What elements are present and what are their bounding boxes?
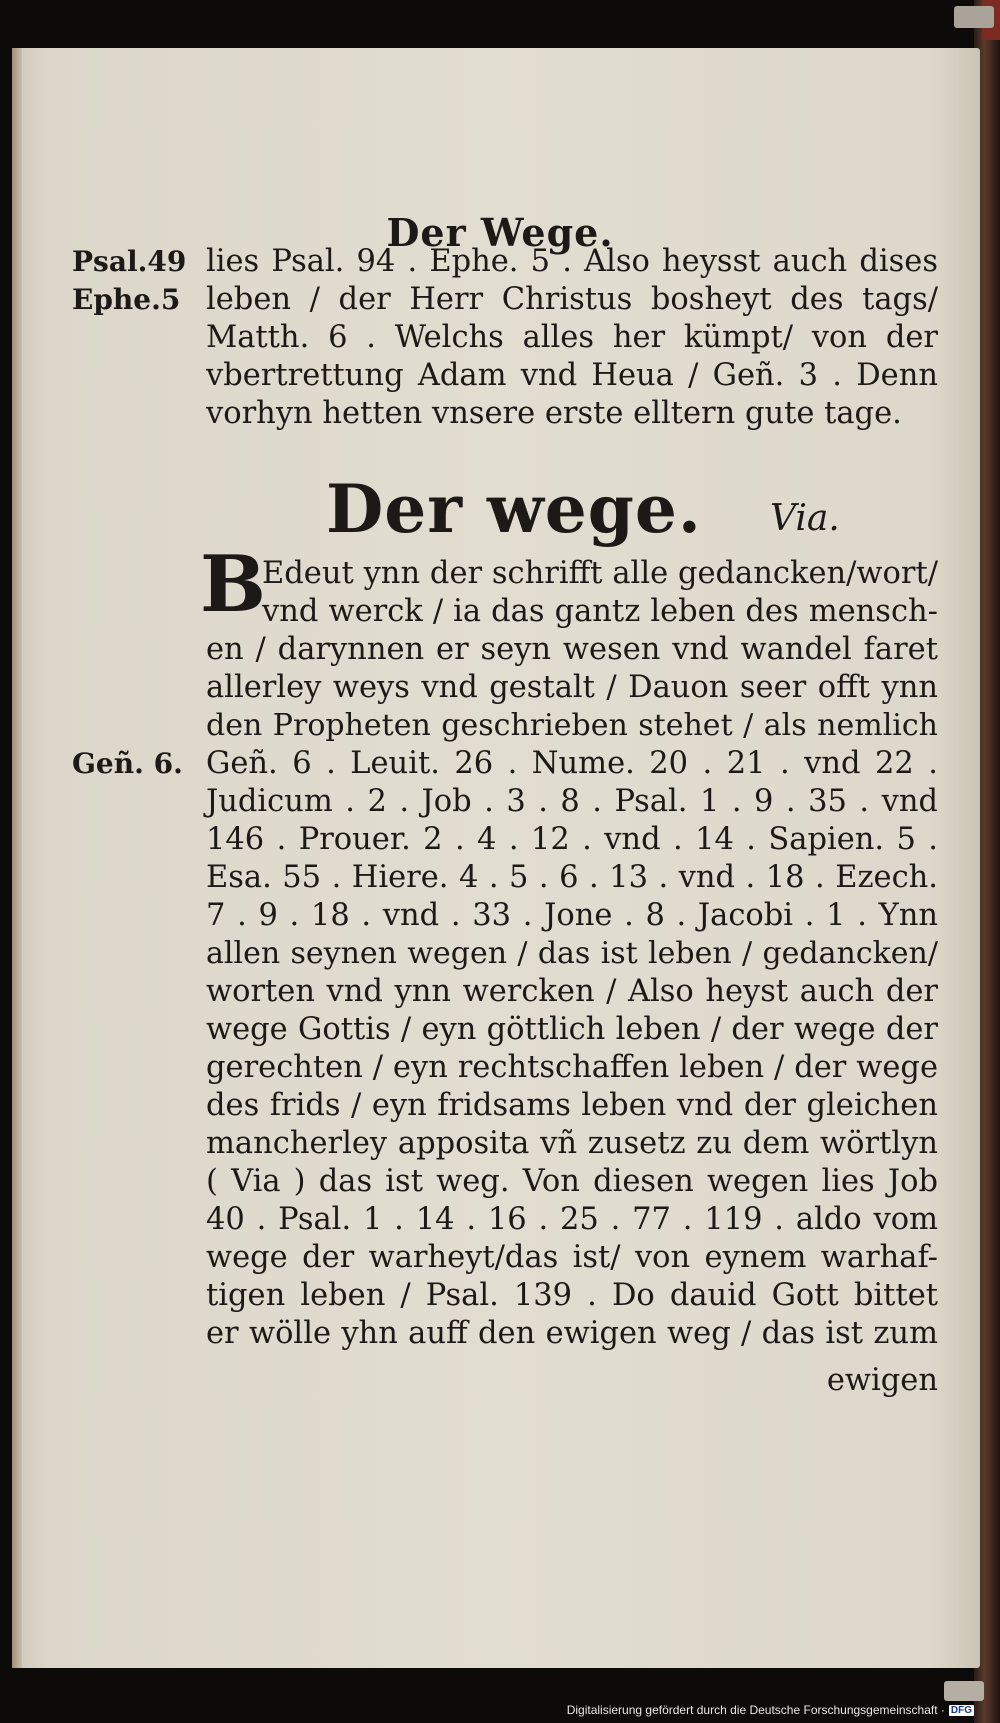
text-line: 7 . 9 . 18 . vnd . 33 . Jone . 8 . Jacobi . 1 . Ynn bbox=[206, 898, 938, 933]
text-line: wege der warheyt/das ist/ von eynem warhaf- bbox=[206, 1240, 938, 1275]
text-line: er wölle yhn auff den ewigen weg / das ist zum bbox=[206, 1316, 938, 1351]
clip-top bbox=[954, 6, 994, 28]
text-line: Edeut ynn der schrifft alle gedancken/wort/ bbox=[262, 556, 938, 591]
text-line: gerechten / eyn rechtschaffen leben / der wege bbox=[206, 1050, 938, 1085]
running-head: Der Wege. bbox=[386, 210, 614, 255]
text-line: 40 . Psal. 1 . 14 . 16 . 25 . 77 . 119 . aldo vom bbox=[206, 1202, 938, 1237]
text-line: Matth. 6 . Welchs alles her kümpt/ von der bbox=[206, 320, 938, 355]
drop-cap: B bbox=[200, 539, 266, 630]
text-line: en / darynnen er seyn wesen vnd wandel faret bbox=[206, 632, 938, 667]
text-line: 146 . Prouer. 2 . 4 . 12 . vnd . 14 . Sapien. 5 . bbox=[206, 822, 938, 857]
digitization-footer bbox=[567, 1703, 974, 1717]
text-line: den Propheten geschrieben stehet / als nemlich bbox=[206, 708, 938, 743]
text-line: Geñ. 6 . Leuit. 26 . Nume. 20 . 21 . vnd 22 . bbox=[206, 746, 938, 781]
margin-note-ephe: Ephe.5 bbox=[72, 283, 181, 316]
text-line: tigen leben / Psal. 139 . Do dauid Gott bittet bbox=[206, 1278, 938, 1313]
text-line: mancherley apposita vñ zusetz zu dem wörtlyn bbox=[206, 1126, 938, 1161]
text-line: Esa. 55 . Hiere. 4 . 5 . 6 . 13 . vnd . 18 . Ezech. bbox=[206, 860, 938, 895]
text-line: wege Gottis / eyn göttlich leben / der wege der bbox=[206, 1012, 938, 1047]
text-line: allerley weys vnd gestalt / Dauon seer offt ynn bbox=[206, 670, 938, 705]
text-line: vorhyn hetten vnsere erste elltern gute tage. bbox=[206, 396, 902, 431]
catchword: ewigen bbox=[826, 1363, 938, 1398]
text-line: Judicum . 2 . Job . 3 . 8 . Psal. 1 . 9 . 35 . vnd bbox=[206, 784, 938, 819]
text-line: allen seynen wegen / das ist leben / gedancken/ bbox=[206, 936, 938, 971]
text-line: ( Via ) das ist weg. Von diesen wegen lies Job bbox=[206, 1164, 938, 1199]
text-line: lies Psal. 94 . Ephe. 5 . Also heysst auch dises bbox=[206, 244, 938, 279]
dfg-logo-icon: DFG bbox=[950, 1704, 972, 1716]
margin-note-gen: Geñ. 6. bbox=[72, 747, 183, 780]
text-line: leben / der Herr Christus bosheyt des tags/ bbox=[206, 282, 938, 317]
text-line: vbertrettung Adam vnd Heua / Geñ. 3 . Denn bbox=[206, 358, 938, 393]
text-line: des frids / eyn fridsams leben vnd der gleichen bbox=[206, 1088, 938, 1123]
section-heading: Der wege. bbox=[326, 470, 702, 548]
section-heading-latin: Via. bbox=[770, 498, 840, 539]
footer-text: Digitalisierung gefördert durch die Deutsche Forschungsgemeinschaft · bbox=[566, 1703, 945, 1717]
text-line: worten vnd ynn wercken / Also heyst auch der bbox=[206, 974, 938, 1009]
margin-note-psal: Psal.49 bbox=[72, 245, 187, 278]
page-edge bbox=[12, 48, 22, 1668]
text-line: vnd werck / ia das gantz leben des mensch- bbox=[262, 594, 938, 629]
clip-bottom bbox=[944, 1681, 984, 1701]
